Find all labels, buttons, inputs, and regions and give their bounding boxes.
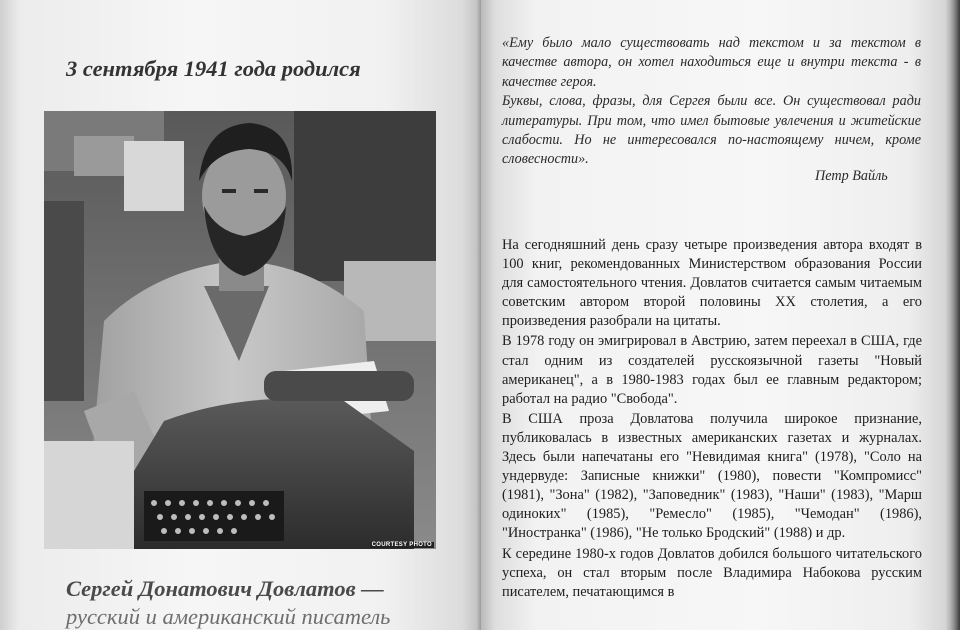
author-name: Сергей Донатович Довлатов — [66, 576, 384, 601]
book-edge [946, 0, 960, 630]
quote-paragraph: «Ему было мало существовать над текстом и за текстом в качестве автора, он хотел находиться еще и внутри текста - в качестве героя. [502, 35, 921, 90]
author-role: русский и американский писатель [66, 604, 391, 629]
epigraph-quote [502, 34, 921, 170]
author-photo [44, 111, 436, 549]
body-paragraph: В США проза Довлатова получила широкое признание, публиковалась в известных американских газетах и журналах. Здесь были напечатаны его "Невидимая книга" (1978), "Соло на ундервуде: Записные книжки" (1980), повести "Компромисс" (1981), "Зона" (1982), "Заповедник" (1983), "Наши" (1983), "Марш одиноких" (1985), "Ремесло" (1985), "Чемодан" (1986), "Иностранка" (1986), "Не только Бродский" (1988) и др. [502, 410, 922, 542]
body-paragraph: В 1978 году он эмигрировал в Австрию, затем переехал в США, где стал одним из создателей русскоязычной газеты "Новый американец", а в 1980-1983 годах был ее главным редактором; работал на радио "Свобода". [502, 333, 922, 407]
biography-text [502, 236, 922, 603]
quote-attribution: Петр Вайль [815, 168, 888, 184]
body-paragraph: К середине 1980-х годов Довлатов добился большого читательского успеха, он стал вторым после Владимира Набокова русским писателем, печатающимся в [502, 545, 922, 600]
quote-paragraph: Буквы, слова, фразы, для Сергея были все. Он существовал ради литературы. При том, что имел бытовые увлечения и житейские слабости. Но не интересовался по-настоящему ничем, кроме словесности». [502, 93, 921, 168]
birth-date-heading: 3 сентября 1941 года родился [66, 56, 361, 81]
body-paragraph: На сегодняшний день сразу четыре произведения автора входят в 100 книг, рекомендованных Министерством образования России для самостоятельного чтения. Довлатов считается самым читаемым советским автором второй половины XX столетия, а его произведения разобрали на цитаты. [502, 237, 922, 330]
photo-credit: COURTESY PHOTO [371, 542, 432, 548]
author-photo-image [44, 111, 436, 549]
